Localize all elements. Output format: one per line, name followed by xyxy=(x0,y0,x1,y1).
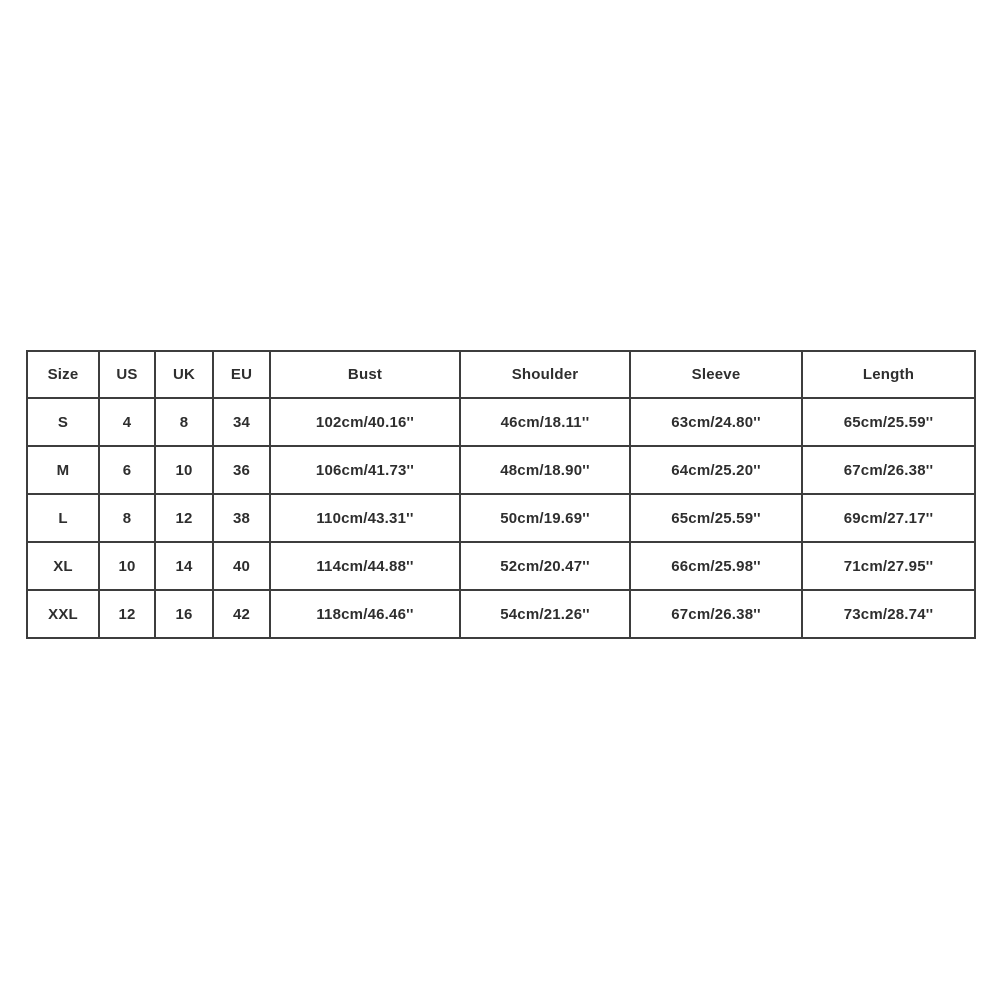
column-header-length: Length xyxy=(802,351,975,398)
cell-us: 8 xyxy=(99,494,155,542)
cell-length: 71cm/27.95'' xyxy=(802,542,975,590)
cell-us: 12 xyxy=(99,590,155,638)
cell-shoulder: 48cm/18.90'' xyxy=(460,446,630,494)
cell-shoulder: 54cm/21.26'' xyxy=(460,590,630,638)
column-header-size: Size xyxy=(27,351,99,398)
cell-shoulder: 50cm/19.69'' xyxy=(460,494,630,542)
cell-sleeve: 66cm/25.98'' xyxy=(630,542,802,590)
cell-uk: 14 xyxy=(155,542,213,590)
cell-eu: 42 xyxy=(213,590,270,638)
table-row-xl xyxy=(27,542,975,590)
cell-bust: 114cm/44.88'' xyxy=(270,542,460,590)
cell-length: 67cm/26.38'' xyxy=(802,446,975,494)
cell-bust: 118cm/46.46'' xyxy=(270,590,460,638)
cell-bust: 102cm/40.16'' xyxy=(270,398,460,446)
cell-uk: 16 xyxy=(155,590,213,638)
table-row-l xyxy=(27,494,975,542)
cell-sleeve: 67cm/26.38'' xyxy=(630,590,802,638)
cell-eu: 40 xyxy=(213,542,270,590)
cell-uk: 8 xyxy=(155,398,213,446)
column-header-uk: UK xyxy=(155,351,213,398)
cell-uk: 10 xyxy=(155,446,213,494)
cell-us: 6 xyxy=(99,446,155,494)
cell-length: 65cm/25.59'' xyxy=(802,398,975,446)
cell-bust: 106cm/41.73'' xyxy=(270,446,460,494)
column-header-sleeve: Sleeve xyxy=(630,351,802,398)
cell-uk: 12 xyxy=(155,494,213,542)
cell-eu: 36 xyxy=(213,446,270,494)
cell-bust: 110cm/43.31'' xyxy=(270,494,460,542)
cell-sleeve: 65cm/25.59'' xyxy=(630,494,802,542)
table-row-xxl xyxy=(27,590,975,638)
cell-us: 4 xyxy=(99,398,155,446)
cell-sleeve: 63cm/24.80'' xyxy=(630,398,802,446)
cell-us: 10 xyxy=(99,542,155,590)
cell-sleeve: 64cm/25.20'' xyxy=(630,446,802,494)
header-row xyxy=(27,351,975,398)
column-header-bust: Bust xyxy=(270,351,460,398)
table-row-m xyxy=(27,446,975,494)
cell-size: L xyxy=(27,494,99,542)
cell-size: S xyxy=(27,398,99,446)
column-header-shoulder: Shoulder xyxy=(460,351,630,398)
cell-length: 73cm/28.74'' xyxy=(802,590,975,638)
cell-eu: 34 xyxy=(213,398,270,446)
cell-eu: 38 xyxy=(213,494,270,542)
cell-length: 69cm/27.17'' xyxy=(802,494,975,542)
column-header-eu: EU xyxy=(213,351,270,398)
column-header-us: US xyxy=(99,351,155,398)
cell-size: XL xyxy=(27,542,99,590)
cell-shoulder: 52cm/20.47'' xyxy=(460,542,630,590)
cell-size: M xyxy=(27,446,99,494)
cell-size: XXL xyxy=(27,590,99,638)
size-chart-table xyxy=(26,350,976,639)
table-row-s xyxy=(27,398,975,446)
cell-shoulder: 46cm/18.11'' xyxy=(460,398,630,446)
